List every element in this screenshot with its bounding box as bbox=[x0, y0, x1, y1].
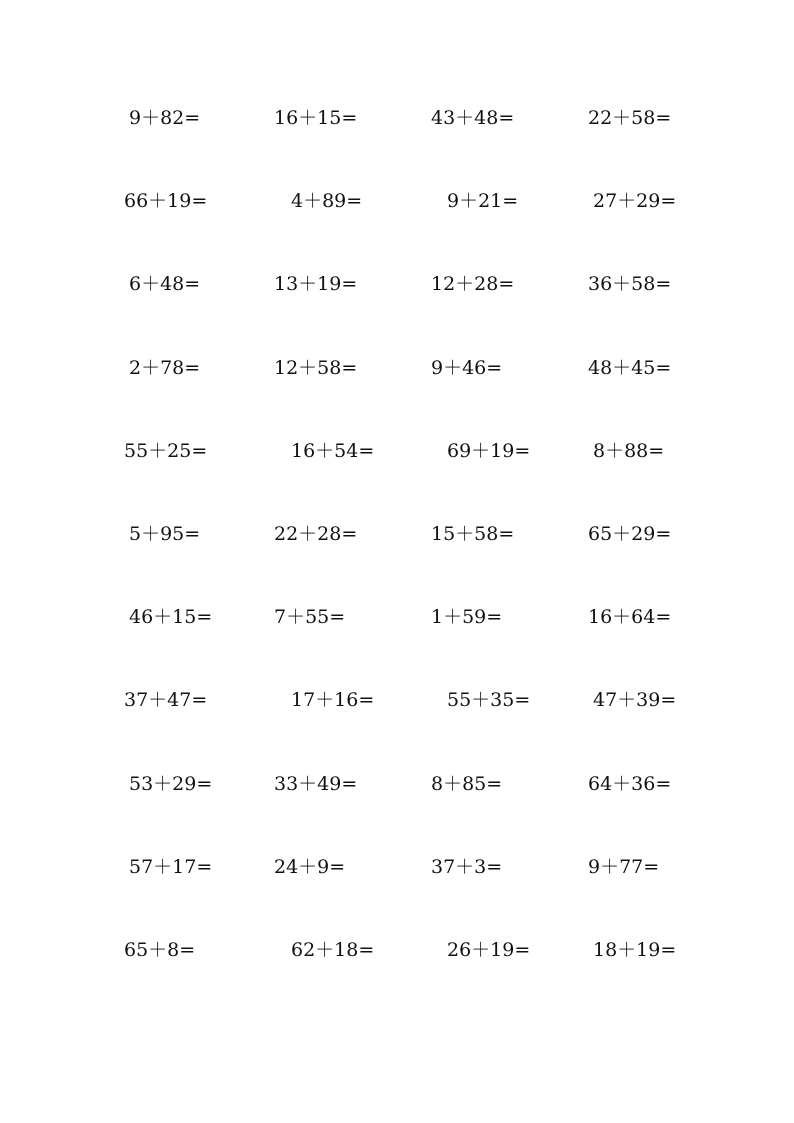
addition-problem: 16＋54= bbox=[291, 439, 375, 462]
addition-problem: 55＋25= bbox=[124, 439, 208, 462]
addition-problem: 24＋9= bbox=[274, 855, 346, 878]
addition-problem: 12＋28= bbox=[431, 273, 515, 296]
addition-problem: 7＋55= bbox=[274, 606, 346, 629]
addition-problem: 47＋39= bbox=[593, 689, 677, 712]
addition-problem: 33＋49= bbox=[274, 772, 358, 795]
addition-problem: 37＋3= bbox=[431, 855, 503, 878]
addition-problem: 57＋17= bbox=[129, 855, 213, 878]
problem-row bbox=[0, 514, 794, 554]
addition-problem: 65＋29= bbox=[588, 523, 672, 545]
addition-problem: 36＋58= bbox=[588, 273, 672, 296]
addition-problem: 9＋82= bbox=[129, 107, 201, 129]
problem-row bbox=[0, 597, 794, 637]
problem-row bbox=[0, 431, 794, 471]
addition-problem: 9＋46= bbox=[431, 356, 503, 379]
addition-problem: 2＋78= bbox=[129, 356, 201, 379]
addition-problem: 55＋35= bbox=[447, 689, 531, 712]
addition-problem: 8＋88= bbox=[593, 439, 665, 462]
problem-row bbox=[0, 847, 794, 887]
addition-problem: 64＋36= bbox=[588, 772, 672, 795]
addition-problem: 16＋15= bbox=[274, 107, 358, 129]
addition-problem: 46＋15= bbox=[129, 606, 213, 629]
addition-problem: 9＋21= bbox=[447, 190, 519, 213]
addition-problem: 69＋19= bbox=[447, 439, 531, 462]
addition-problem: 66＋19= bbox=[124, 190, 208, 213]
addition-problem: 26＋19= bbox=[447, 939, 531, 961]
addition-problem: 4＋89= bbox=[291, 190, 363, 213]
addition-problem: 5＋95= bbox=[129, 523, 201, 545]
problem-row bbox=[0, 764, 794, 804]
addition-problem: 15＋58= bbox=[431, 523, 515, 545]
addition-problem: 1＋59= bbox=[431, 606, 503, 629]
addition-problem: 22＋28= bbox=[274, 523, 358, 545]
problem-row bbox=[0, 181, 794, 221]
addition-problem: 62＋18= bbox=[291, 939, 375, 961]
addition-problem: 8＋85= bbox=[431, 772, 503, 795]
addition-problem: 9＋77= bbox=[588, 855, 660, 878]
addition-problem: 13＋19= bbox=[274, 273, 358, 296]
addition-problem: 16＋64= bbox=[588, 606, 672, 629]
problem-row bbox=[0, 680, 794, 720]
addition-problem: 18＋19= bbox=[593, 939, 677, 961]
addition-problem: 65＋8= bbox=[124, 939, 196, 961]
problem-row bbox=[0, 930, 794, 970]
problem-row bbox=[0, 264, 794, 304]
addition-problem: 22＋58= bbox=[588, 107, 672, 129]
addition-problem: 48＋45= bbox=[588, 356, 672, 379]
problem-row bbox=[0, 98, 794, 138]
addition-problem: 6＋48= bbox=[129, 273, 201, 296]
addition-problem: 17＋16= bbox=[291, 689, 375, 712]
addition-problem: 12＋58= bbox=[274, 356, 358, 379]
problem-row bbox=[0, 348, 794, 388]
addition-problem: 53＋29= bbox=[129, 772, 213, 795]
addition-problem: 37＋47= bbox=[124, 689, 208, 712]
addition-problem: 27＋29= bbox=[593, 190, 677, 213]
addition-problem: 43＋48= bbox=[431, 107, 515, 129]
